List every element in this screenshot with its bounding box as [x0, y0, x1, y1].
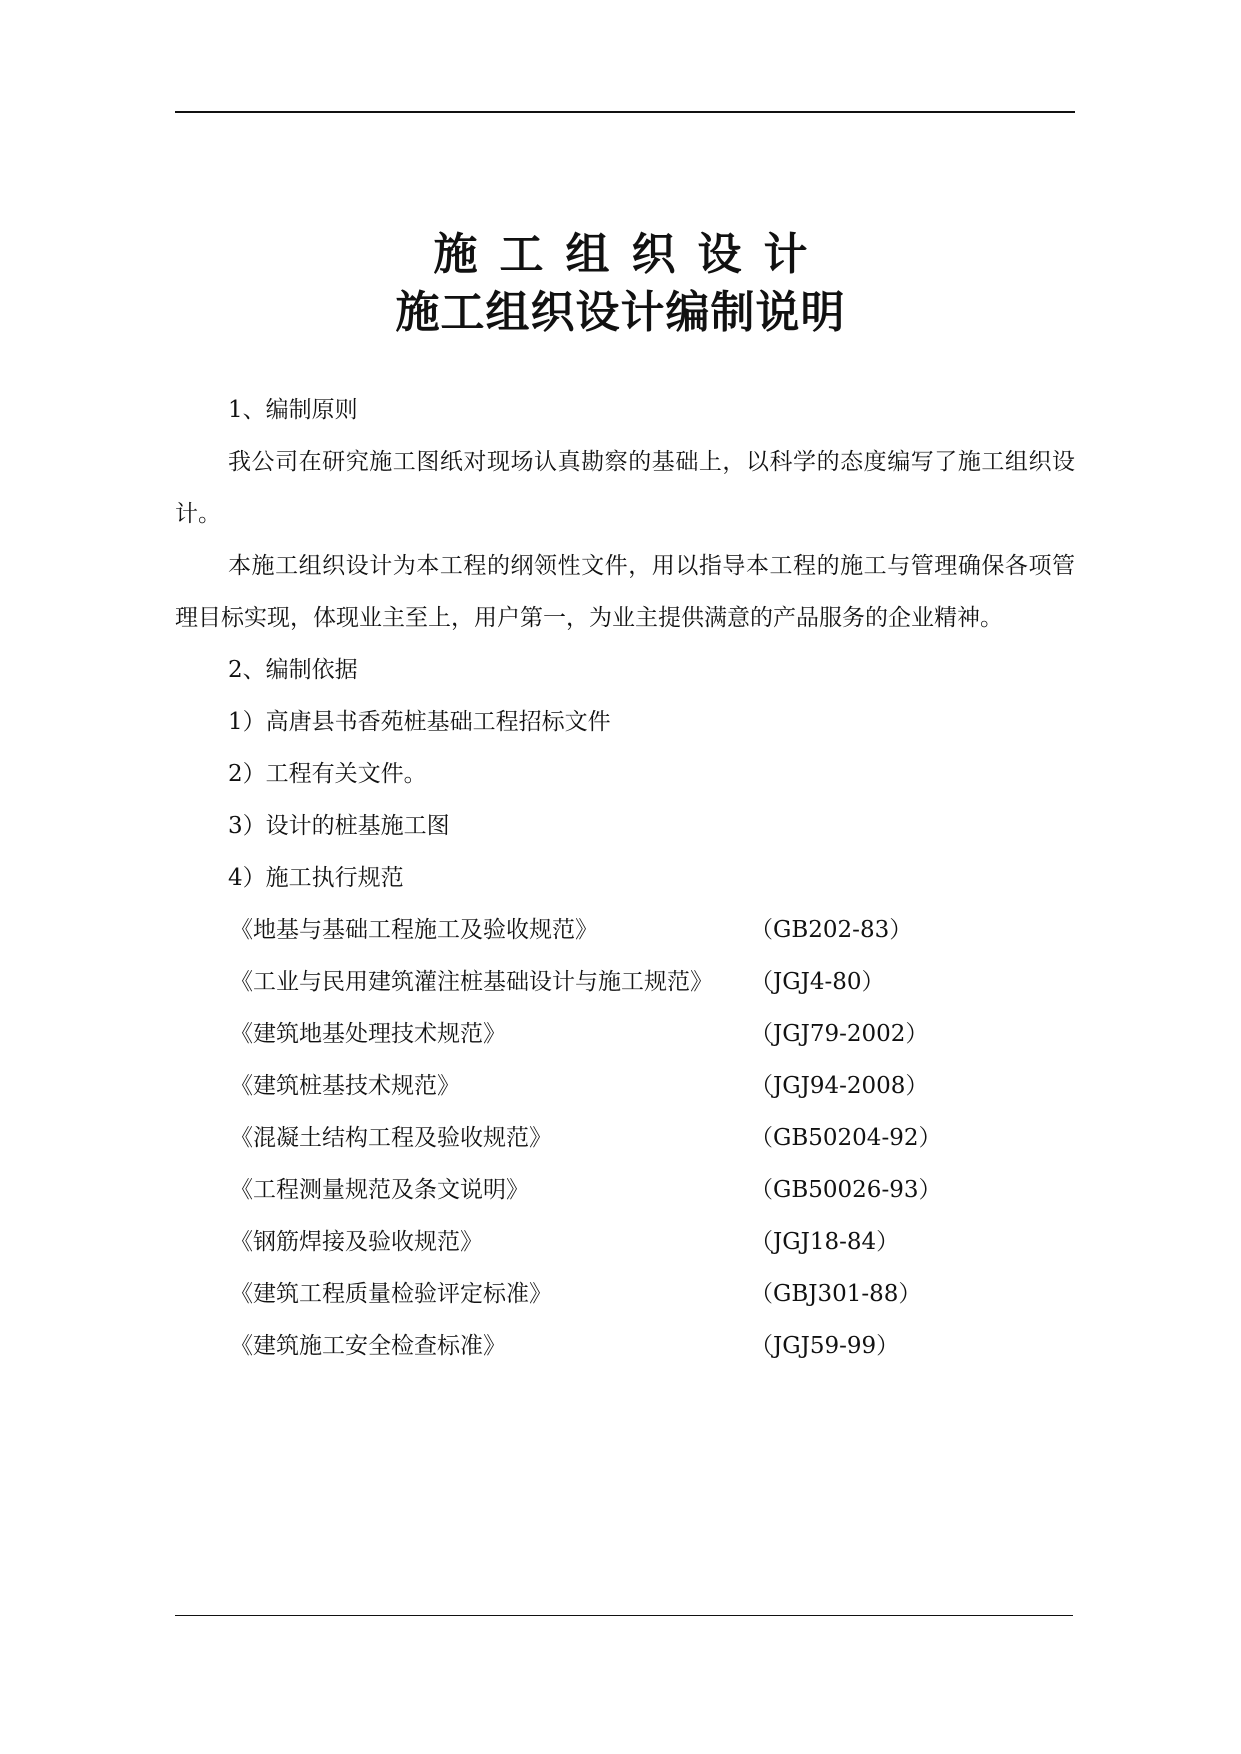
standard-row [175, 1008, 1075, 1060]
document-body [175, 384, 1075, 1372]
header-rule [175, 111, 1075, 113]
document-subtitle: 施工组织设计编制说明 [395, 287, 846, 338]
list-item: 1）高唐县书香苑桩基础工程招标文件 [228, 709, 611, 735]
list-item: 3）设计的桩基施工图 [228, 813, 450, 839]
standard-row [175, 904, 1075, 956]
standard-code: （JGJ4-80） [750, 969, 885, 995]
standard-name: 《钢筋焊接及验收规范》 [230, 1229, 483, 1255]
standard-row [175, 1164, 1075, 1216]
standard-name: 《地基与基础工程施工及验收规范》 [230, 917, 598, 943]
standard-code: （JGJ94-2008） [750, 1073, 929, 1099]
standard-row [175, 1112, 1075, 1164]
standard-name: 《混凝土结构工程及验收规范》 [230, 1125, 552, 1151]
standard-code: （JGJ59-99） [750, 1333, 900, 1359]
standard-row [175, 1060, 1075, 1112]
section-heading-basis: 2、编制依据 [228, 657, 358, 683]
standard-code: （GB50026-93） [750, 1177, 942, 1203]
footer-rule [175, 1615, 1073, 1616]
standard-name: 《工程测量规范及条文说明》 [230, 1177, 529, 1203]
standard-row [175, 1216, 1075, 1268]
standard-row [175, 1320, 1075, 1372]
paragraph: 本施工组织设计为本工程的纲领性文件，用以指导本工程的施工与管理确保各项管理目标实现，体现业主至上，用户第一，为业主提供满意的产品服务的企业精神。 [175, 553, 1075, 631]
document-title: 施工组织设计 [433, 229, 830, 280]
standard-name: 《工业与民用建筑灌注桩基础设计与施工规范》 [230, 969, 713, 995]
paragraph: 我公司在研究施工图纸对现场认真勘察的基础上，以科学的态度编写了施工组织设计。 [175, 449, 1075, 527]
standard-name: 《建筑桩基技术规范》 [230, 1073, 460, 1099]
standard-row [175, 1268, 1075, 1320]
standards-list [175, 904, 1075, 1372]
section-heading-principles: 1、编制原则 [228, 397, 358, 423]
standard-name: 《建筑施工安全检查标准》 [230, 1333, 506, 1359]
standard-code: （JGJ79-2002） [750, 1021, 929, 1047]
standard-code: （JGJ18-84） [750, 1229, 900, 1255]
standard-name: 《建筑地基处理技术规范》 [230, 1021, 506, 1047]
list-item: 4）施工执行规范 [228, 865, 404, 891]
list-item: 2）工程有关文件。 [228, 761, 427, 787]
standard-code: （GB50204-92） [750, 1125, 942, 1151]
standard-row [175, 956, 1075, 1008]
standard-code: （GBJ301-88） [750, 1281, 922, 1307]
standard-name: 《建筑工程质量检验评定标准》 [230, 1281, 552, 1307]
standard-code: （GB202-83） [750, 917, 913, 943]
